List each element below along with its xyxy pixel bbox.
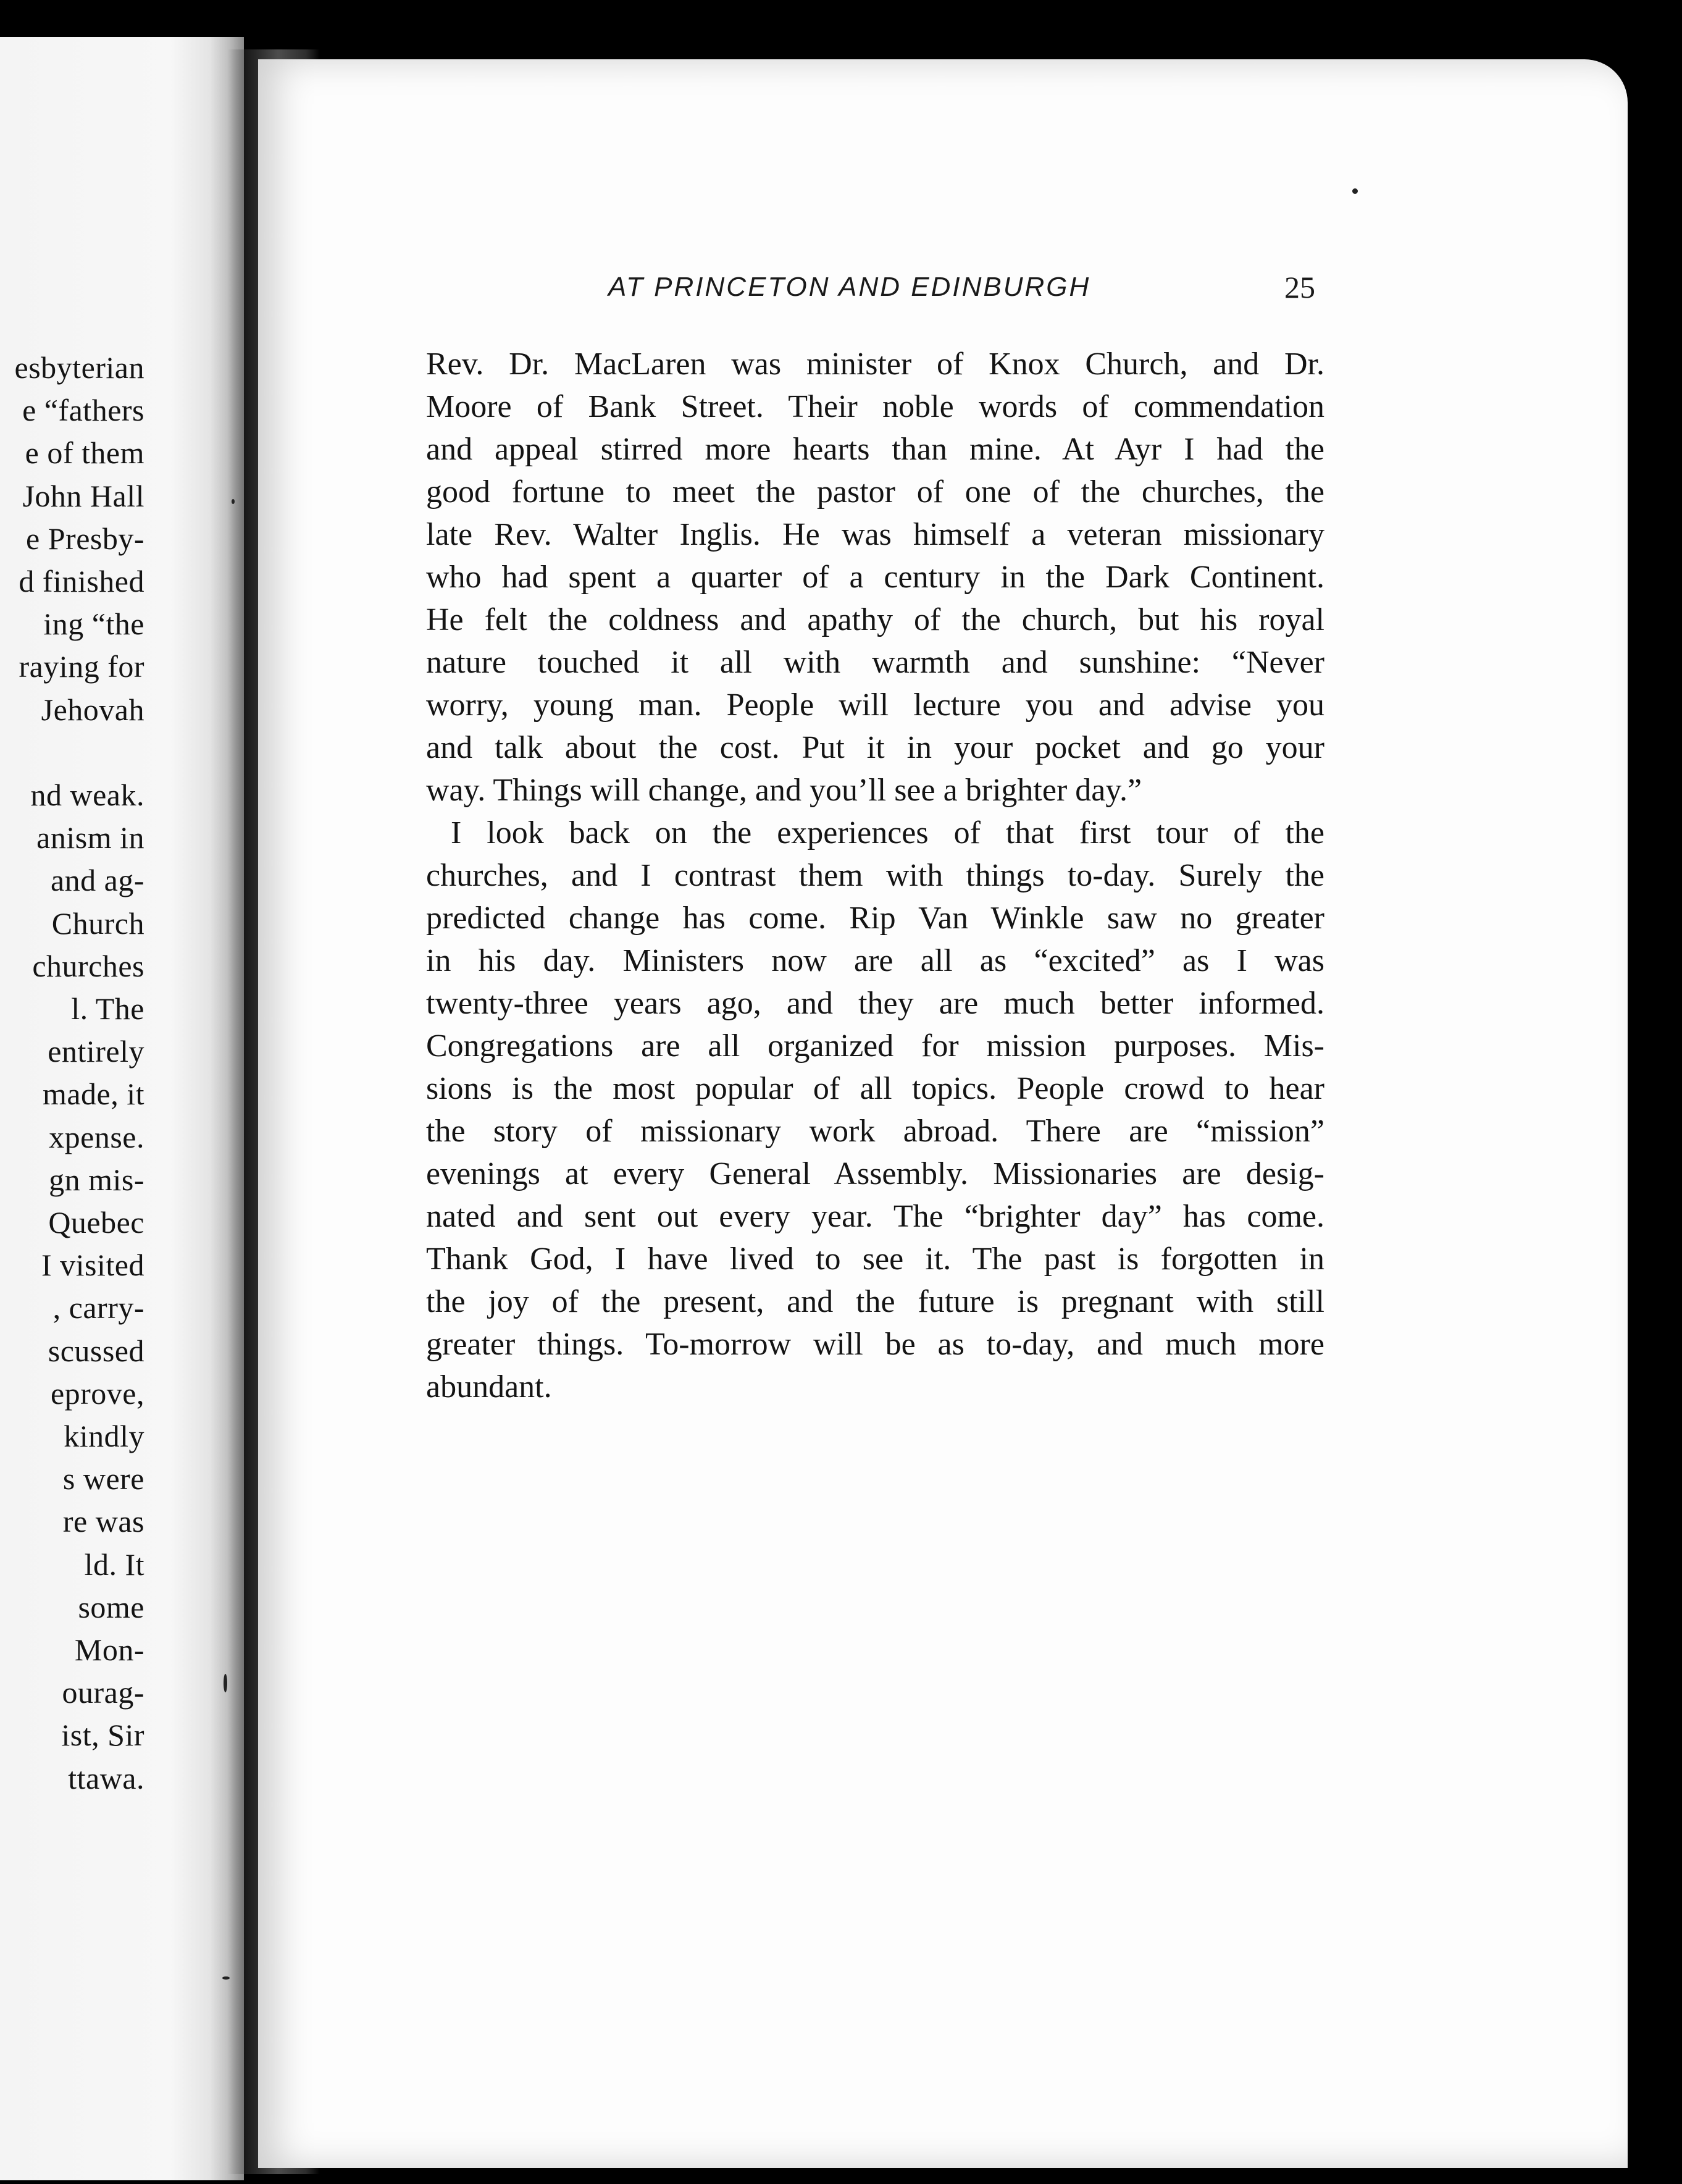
text-line: abundant. bbox=[426, 1369, 552, 1405]
left-page-line: Mon- bbox=[74, 1632, 144, 1667]
text-line: sions is the most popular of all topics. People crowd to hear bbox=[426, 1071, 1324, 1106]
left-page-line: e of them bbox=[25, 435, 144, 471]
body-text bbox=[426, 343, 1324, 1408]
text-line: Moore of Bank Street. Their noble words of commendation bbox=[426, 389, 1324, 424]
left-page-line: e Presby- bbox=[26, 521, 144, 556]
text-line: evenings at every General Assembly. Missionaries are desig- bbox=[426, 1156, 1324, 1191]
left-page-line: e “fathers bbox=[22, 393, 144, 428]
text-line: nated and sent out every year. The “brighter day” has come. bbox=[426, 1199, 1324, 1234]
left-page-line: eprove, bbox=[50, 1376, 144, 1411]
left-page-line: ist, Sir bbox=[61, 1718, 144, 1753]
left-page-line: re was bbox=[62, 1504, 144, 1539]
text-line: greater things. To-morrow will be as to-day, and much more bbox=[426, 1327, 1324, 1362]
left-page-text-column bbox=[0, 0, 148, 2184]
text-line: the joy of the present, and the future is pregnant with still bbox=[426, 1284, 1324, 1319]
running-head: AT PRINCETON AND EDINBURGH bbox=[608, 272, 1091, 302]
left-page-line: kindly bbox=[64, 1419, 144, 1453]
left-page-line: some bbox=[78, 1589, 144, 1624]
text-line: way. Things will change, and you’ll see a brighter day.” bbox=[426, 773, 1142, 808]
left-page-line: s were bbox=[62, 1461, 144, 1497]
left-page-line: John Hall bbox=[22, 478, 144, 513]
left-page-line: Church bbox=[51, 905, 144, 941]
text-line: twenty-three years ago, and they are much better informed. bbox=[426, 986, 1324, 1021]
left-page-line: ing “the bbox=[43, 607, 144, 642]
text-line: worry, young man. People will lecture you and advise you bbox=[426, 687, 1324, 723]
text-line: the story of missionary work abroad. There are “mission” bbox=[426, 1114, 1324, 1149]
left-page-line: l. The bbox=[71, 991, 144, 1026]
paragraph bbox=[426, 343, 1324, 812]
left-page-line: Jehovah bbox=[41, 692, 144, 727]
text-line: He felt the coldness and apathy of the church, but his royal bbox=[426, 602, 1324, 637]
text-line: Congregations are all organized for mission purposes. Mis- bbox=[426, 1028, 1324, 1064]
text-line: late Rev. Walter Inglis. He was himself a veteran missionary bbox=[426, 517, 1324, 552]
left-page-line: churches bbox=[32, 948, 144, 983]
page-number: 25 bbox=[1284, 270, 1315, 304]
scan-speck bbox=[222, 1976, 230, 1980]
left-page-line: , carry- bbox=[52, 1290, 144, 1325]
scan-speck bbox=[1352, 188, 1358, 194]
left-page-line: scussed bbox=[48, 1333, 144, 1368]
scan-speck bbox=[224, 1674, 227, 1692]
paragraph bbox=[426, 812, 1324, 1408]
text-line: in his day. Ministers now are all as “excited” as I was bbox=[426, 943, 1324, 978]
left-page-line: nd weak. bbox=[30, 778, 144, 812]
left-page-line: xpense. bbox=[49, 1119, 144, 1154]
text-line: churches, and I contrast them with things to-day. Surely the bbox=[426, 858, 1324, 893]
left-page-line: made, it bbox=[42, 1077, 144, 1112]
left-page-line: gn mis- bbox=[49, 1162, 144, 1197]
text-line: predicted change has come. Rip Van Winkle saw no greater bbox=[426, 901, 1324, 936]
scan-speck bbox=[232, 499, 235, 504]
text-line: and talk about the cost. Put it in your pocket and go your bbox=[426, 730, 1324, 765]
left-page-line: entirely bbox=[48, 1034, 144, 1069]
left-page-line: Quebec bbox=[48, 1205, 144, 1240]
text-line: who had spent a quarter of a century in the Dark Continent. bbox=[426, 560, 1324, 595]
text-line: Rev. Dr. MacLaren was minister of Knox Church, and Dr. bbox=[426, 346, 1324, 382]
text-line: and appeal stirred more hearts than mine. At Ayr I had the bbox=[426, 432, 1324, 467]
left-page-line: ourag- bbox=[62, 1675, 144, 1710]
left-page-line: ld. It bbox=[84, 1547, 144, 1582]
left-page-line: d finished bbox=[19, 564, 144, 598]
left-page-line: anism in bbox=[36, 820, 144, 855]
text-line: I look back on the experiences of that first tour of the bbox=[451, 815, 1324, 850]
left-page-line: I visited bbox=[41, 1248, 144, 1283]
left-page-line: ttawa. bbox=[68, 1760, 144, 1796]
text-line: nature touched it all with warmth and sunshine: “Never bbox=[426, 645, 1324, 680]
left-page-line: raying for bbox=[19, 649, 144, 684]
left-page-line: esbyterian bbox=[14, 350, 144, 385]
left-page-line: and ag- bbox=[50, 863, 144, 898]
text-line: good fortune to meet the pastor of one of the churches, the bbox=[426, 474, 1324, 510]
text-line: Thank God, I have lived to see it. The past is forgotten in bbox=[426, 1241, 1324, 1277]
